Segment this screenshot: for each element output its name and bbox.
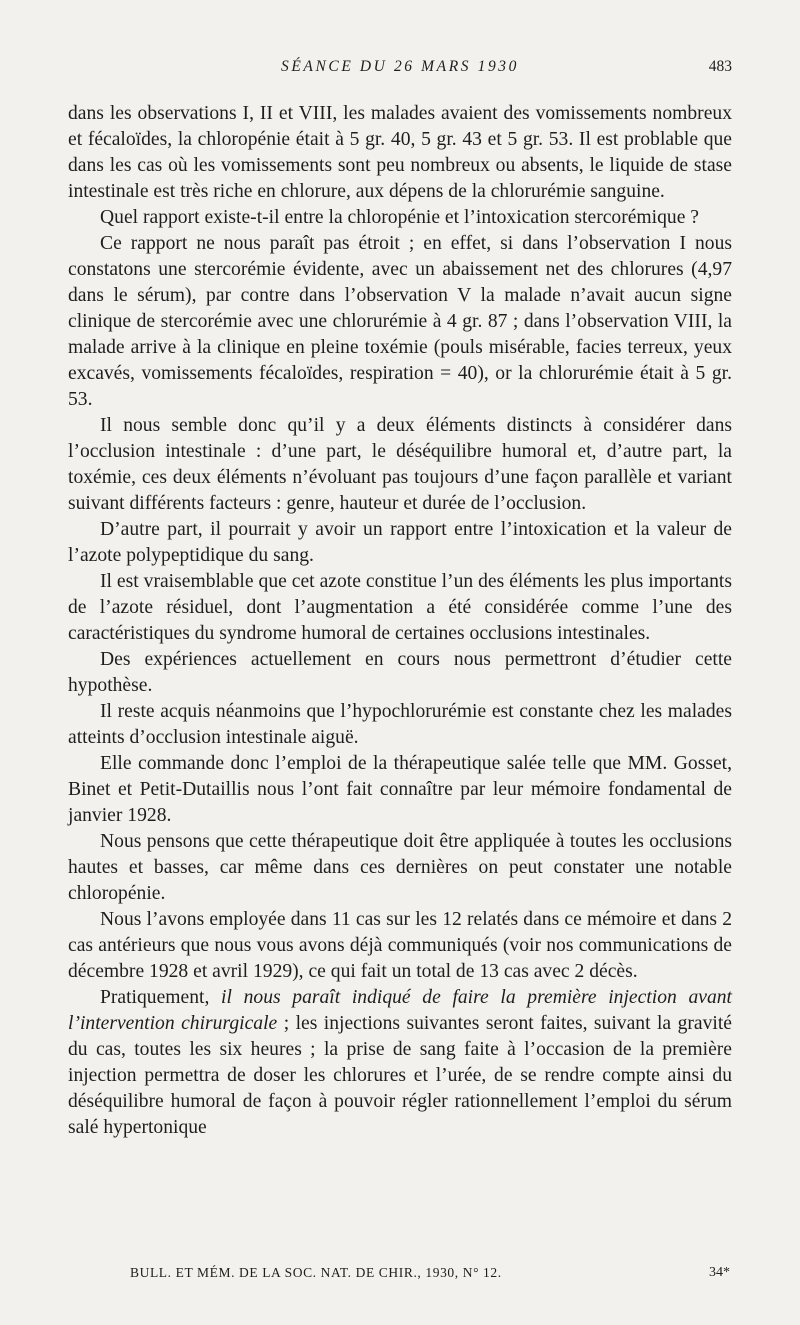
page-header	[68, 58, 732, 84]
paragraph: Elle commande donc l’emploi de la thérapeutique salée telle que MM. Gosset, Binet et Petit-Dutaillis nous l’ont fait connaître par leur mémoire fondamental de janvier 1928.	[68, 753, 732, 826]
paragraph-final	[68, 985, 732, 1141]
page-number: 483	[708, 58, 732, 75]
paragraph: Il reste acquis néanmoins que l’hypochlorurémie est constante chez les malades atteints d’occlusion intestinale aiguë.	[68, 701, 732, 748]
paragraph: Quel rapport existe-t-il entre la chloropénie et l’intoxication stercorémique ?	[100, 207, 700, 228]
paragraph: Nous l’avons employée dans 11 cas sur les 12 relatés dans ce mémoire et dans 2 cas antérieurs que nous vous avons déjà communiqués (voir nos communications de décembre 1928 et avril 1929), ce qui fait un total de 13 cas avec 2 décès.	[68, 909, 732, 982]
body-text	[68, 101, 732, 1141]
paragraph: Ce rapport ne nous paraît pas étroit ; en effet, si dans l’observation I nous constatons une stercorémie évidente, avec un abaissement net des chlorures (4,97 dans le sérum), par contre dans l’observation V la malade n’avait aucun signe clinique de stercorémie avec une chlorurémie à 4 gr. 87 ; dans l’observation VIII, la malade arrive à la clinique en pleine toxémie (pouls misérable, facies terreux, yeux excavés, vomissements fécaloïdes, respiration = 40), or la chlorurémie était à 5 gr. 53.	[68, 233, 732, 410]
final-lead-text: Pratiquement,	[100, 987, 222, 1008]
paragraph: Des expériences actuellement en cours nous permettront d’étudier cette hypothèse.	[68, 649, 732, 696]
paragraph: Nous pensons que cette thérapeutique doit être appliquée à toutes les occlusions hautes et basses, car même dans ces dernières on peut constater une notable chloropénie.	[68, 831, 732, 904]
paragraph: D’autre part, il pourrait y avoir un rapport entre l’intoxication et la valeur de l’azote polypeptidique du sang.	[68, 519, 732, 566]
footer-signature: 34*	[709, 1265, 730, 1280]
running-title: SÉANCE DU 26 MARS 1930	[280, 58, 519, 75]
footer-citation: BULL. ET MÉM. DE LA SOC. NAT. DE CHIR., 1930, N° 12.	[130, 1265, 502, 1280]
final-italic-text: il nous paraît indiqué de faire la première injection avant l’intervention chirurgicale	[68, 987, 732, 1034]
paragraph: Il est vraisemblable que cet azote constitue l’un des éléments les plus importants de l’azote résiduel, dont l’augmentation a été considérée comme l’une des caractéristiques du syndrome humoral de certaines occlusions intestinales.	[68, 571, 732, 644]
paragraph: Il nous semble donc qu’il y a deux éléments distincts à considérer dans l’occlusion intestinale : d’une part, le déséquilibre humoral et, d’autre part, la toxémie, ces deux éléments n’évoluant pas toujours d’une façon parallèle et variant suivant différents facteurs : genre, hauteur et durée de l’occlusion.	[68, 415, 732, 514]
paragraph-continuation: dans les observations I, II et VIII, les malades avaient des vomissements nombreux et fécaloïdes, la chloropénie était à 5 gr. 40, 5 gr. 43 et 5 gr. 53. Il est problable que dans les cas où les vomissements sont peu nombreux ou absents, le liquide de stase intestinale est très riche en chlorure, aux dépens de la chlorurémie sanguine.	[68, 103, 732, 202]
final-rest-text: ; les injections suivantes seront faites, suivant la gravité du cas, toutes les six heures ; la prise de sang faite à l’occasion de la première injection permettra de doser les chlorures et l’urée, de se rendre compte ainsi du déséquilibre humoral de façon à pouvoir régler rationnellement l’emploi du sérum salé hypertonique	[68, 1013, 732, 1138]
page-footer	[130, 1265, 730, 1287]
